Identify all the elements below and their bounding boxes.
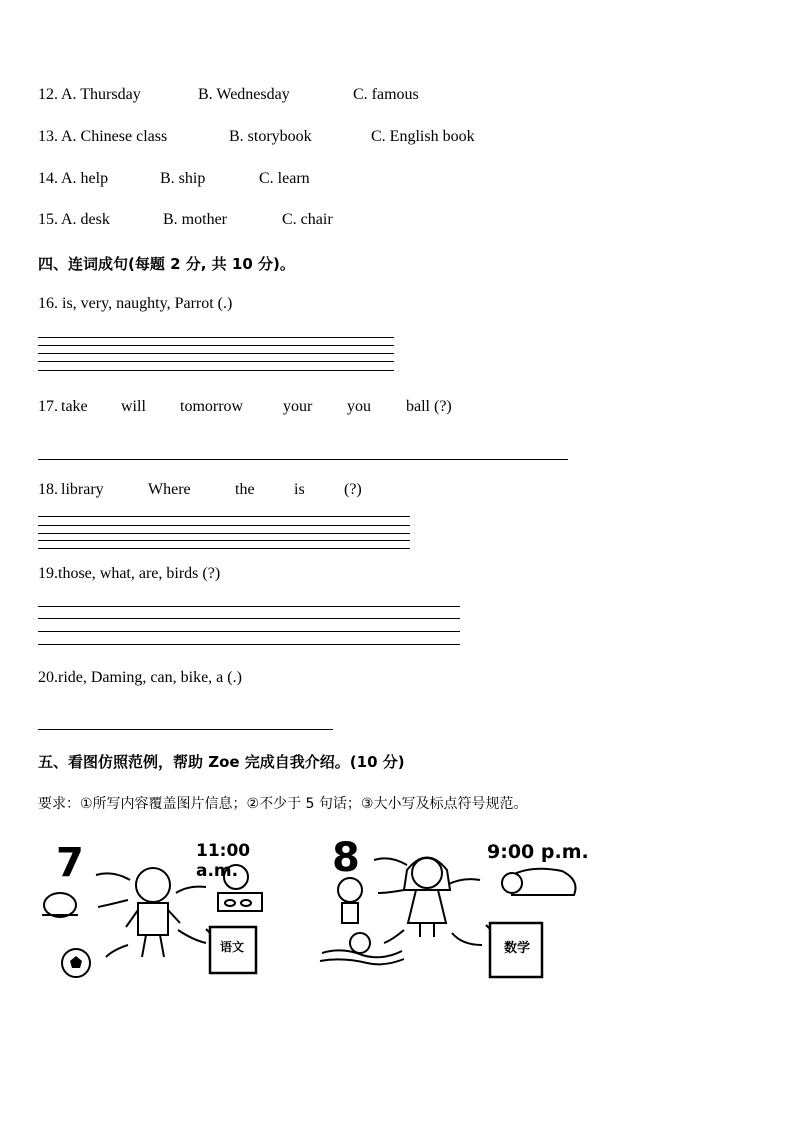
word: the xyxy=(235,481,255,498)
arrow-icon xyxy=(178,930,206,943)
option-b: B. mother xyxy=(163,211,227,228)
arrow-icon xyxy=(176,887,206,893)
section-4-title: 四、连词成句(每题 2 分, 共 10 分)。 xyxy=(38,255,295,273)
option-c: C. English book xyxy=(371,128,475,145)
answer-line[interactable] xyxy=(38,533,410,534)
picture-right xyxy=(312,835,592,985)
question-number: 12. xyxy=(38,86,58,103)
question-number: 14. xyxy=(38,170,58,187)
answer-line[interactable] xyxy=(38,353,394,354)
answer-line[interactable] xyxy=(38,516,410,517)
picture-left xyxy=(38,835,298,985)
question-number: 13. xyxy=(38,128,58,145)
question-16: 16. is, very, naughty, Parrot (.) xyxy=(38,295,233,312)
arrow-icon xyxy=(447,879,480,885)
option-c: C. famous xyxy=(353,86,419,103)
age-number: 7 xyxy=(56,840,84,886)
answer-line[interactable] xyxy=(38,459,568,460)
answer-line[interactable] xyxy=(38,540,410,541)
option-a: A. help xyxy=(61,170,109,187)
word: your xyxy=(283,398,313,415)
book-label: 语文 xyxy=(220,940,245,954)
answer-line[interactable] xyxy=(38,361,394,362)
book-label: 数学 xyxy=(504,941,531,956)
option-a: A. desk xyxy=(61,211,110,228)
answer-line[interactable] xyxy=(38,631,460,632)
arrow-icon xyxy=(384,930,404,943)
word: is xyxy=(294,481,305,498)
question-20: 20.ride, Daming, can, bike, a (.) xyxy=(38,669,242,686)
word: you xyxy=(347,398,371,415)
option-b: B. Wednesday xyxy=(198,86,290,103)
girl-dress xyxy=(408,890,446,923)
time-label: 9:00 p.m. xyxy=(487,841,589,863)
option-b: B. ship xyxy=(160,170,206,187)
section-5-title: 五、看图仿照范例，帮助 Zoe 完成自我介绍。(10 分) xyxy=(38,753,405,771)
word: Where xyxy=(148,481,191,498)
answer-line[interactable] xyxy=(38,345,394,346)
girl-head xyxy=(412,858,442,888)
answer-line[interactable] xyxy=(38,337,394,338)
question-number: 18. xyxy=(38,481,58,498)
kid-head xyxy=(44,893,76,917)
word: will xyxy=(121,398,146,415)
answer-line[interactable] xyxy=(38,618,460,619)
arrow-icon xyxy=(96,873,130,880)
option-c: C. learn xyxy=(259,170,310,187)
question-19: 19.those, what, are, birds (?) xyxy=(38,565,221,582)
answer-line[interactable] xyxy=(38,548,410,549)
boy-head xyxy=(136,868,170,902)
option-c: C. chair xyxy=(282,211,333,228)
option-b: B. storybook xyxy=(229,128,312,145)
arrow-icon xyxy=(378,890,404,893)
answer-line[interactable] xyxy=(38,606,460,607)
answer-line[interactable] xyxy=(38,644,460,645)
word: ball (?) xyxy=(406,398,452,415)
word: take xyxy=(61,398,88,415)
answer-line[interactable] xyxy=(38,729,333,730)
arrow-icon xyxy=(98,900,128,907)
arrow-icon xyxy=(374,858,407,865)
arrow-icon xyxy=(452,933,482,945)
soccer-ball-icon xyxy=(62,949,90,977)
answer-line[interactable] xyxy=(38,525,410,526)
question-number: 15. xyxy=(38,211,58,228)
answer-line[interactable] xyxy=(38,370,394,371)
age-number: 8 xyxy=(332,835,360,881)
word: library xyxy=(61,481,104,498)
section-5-requirement: 要求：①所写内容覆盖图片信息；②不少于 5 句话；③大小写及标点符号规范。 xyxy=(38,796,528,812)
question-number: 17. xyxy=(38,398,58,415)
word: tomorrow xyxy=(180,398,244,415)
arrow-icon xyxy=(106,945,128,957)
boy-body xyxy=(138,903,168,935)
option-a: A. Thursday xyxy=(61,86,141,103)
option-a: A. Chinese class xyxy=(61,128,168,145)
time-label: 11:00 a.m. xyxy=(196,841,251,881)
word: (?) xyxy=(344,481,362,498)
